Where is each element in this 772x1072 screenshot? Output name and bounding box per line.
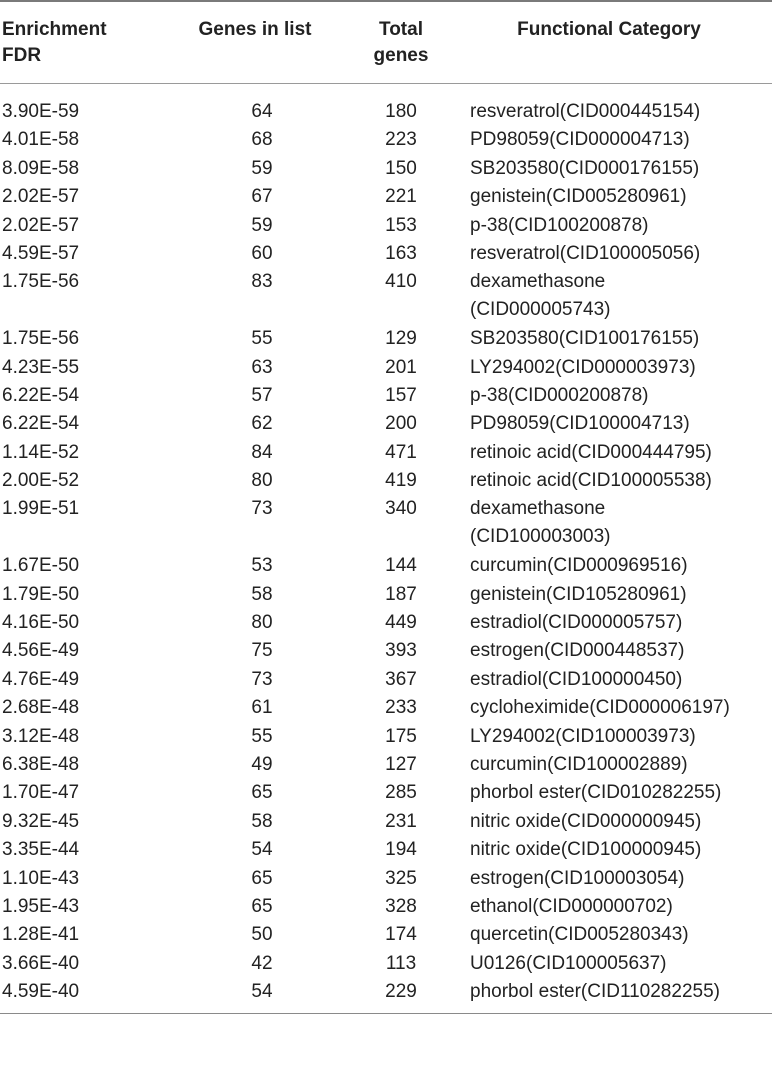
table-row — [0, 581, 772, 609]
category-text-line: resveratrol(CID100005056) — [470, 242, 701, 264]
cell-total-genes: 285 — [385, 782, 417, 804]
category-text-line: LY294002(CID000003973) — [470, 356, 696, 378]
category-text-line: estrogen(CID000448537) — [470, 640, 685, 662]
cell-total-genes: 194 — [385, 839, 417, 861]
cell-total-genes: 231 — [385, 810, 417, 832]
table-row — [0, 694, 772, 722]
cell-enrichment-fdr: 4.01E-58 — [2, 129, 80, 151]
category-text-line: genistein(CID105280961) — [470, 583, 687, 605]
cell-total-genes: 153 — [385, 214, 417, 236]
cell-functional-category — [466, 439, 772, 467]
cell-enrichment-fdr: 2.68E-48 — [2, 697, 80, 719]
cell-genes-in-list: 75 — [251, 640, 273, 662]
cell-enrichment-fdr: 3.35E-44 — [2, 839, 80, 861]
category-text-line: nitric oxide(CID000000945) — [470, 810, 702, 832]
category-text-line: (CID100003003) — [470, 526, 611, 548]
table-row — [0, 808, 772, 836]
category-text-line: LY294002(CID100003973) — [470, 725, 696, 747]
category-text-line: p-38(CID000200878) — [470, 384, 649, 406]
cell-total-genes: 419 — [385, 470, 417, 492]
cell-enrichment-fdr: 2.00E-52 — [2, 470, 80, 492]
cell-enrichment-fdr: 1.95E-43 — [2, 895, 80, 917]
header-genes-in-list: Genes in list — [198, 19, 312, 40]
cell-genes-in-list: 80 — [251, 470, 273, 492]
cell-functional-category — [466, 410, 772, 438]
table-row — [0, 921, 772, 949]
table-row — [0, 950, 772, 978]
cell-total-genes: 201 — [385, 356, 417, 378]
table-row — [0, 779, 772, 807]
cell-total-genes: 129 — [385, 328, 417, 350]
cell-genes-in-list: 65 — [251, 782, 273, 804]
table-row — [0, 893, 772, 921]
cell-functional-category — [466, 694, 772, 722]
cell-genes-in-list: 55 — [251, 725, 273, 747]
cell-total-genes: 229 — [385, 981, 417, 1003]
cell-functional-category — [466, 893, 772, 921]
cell-functional-category — [466, 808, 772, 836]
category-text-line: (CID000005743) — [470, 299, 611, 321]
cell-functional-category — [466, 467, 772, 495]
cell-functional-category — [466, 354, 772, 382]
cell-genes-in-list: 60 — [251, 242, 273, 264]
header-enrichment-fdr: Enrichment FDR — [2, 19, 107, 66]
cell-functional-category — [466, 865, 772, 893]
cell-total-genes: 157 — [385, 384, 417, 406]
category-text-line: PD98059(CID000004713) — [470, 129, 690, 151]
cell-genes-in-list: 68 — [251, 129, 273, 151]
table-header — [0, 1, 772, 84]
table-row — [0, 439, 772, 467]
category-text-line: curcumin(CID000969516) — [470, 555, 688, 577]
cell-genes-in-list: 54 — [251, 839, 273, 861]
cell-enrichment-fdr: 3.66E-40 — [2, 952, 80, 974]
cell-functional-category — [466, 325, 772, 353]
cell-total-genes: 449 — [385, 612, 417, 634]
category-text-line: phorbol ester(CID110282255) — [470, 981, 720, 1003]
cell-enrichment-fdr: 3.12E-48 — [2, 725, 80, 747]
cell-genes-in-list: 63 — [251, 356, 273, 378]
category-text-line: retinoic acid(CID000444795) — [470, 441, 712, 463]
cell-functional-category — [466, 382, 772, 410]
table-row — [0, 552, 772, 580]
cell-enrichment-fdr: 1.79E-50 — [2, 583, 80, 605]
cell-genes-in-list: 62 — [251, 413, 273, 435]
category-text-line: retinoic acid(CID100005538) — [470, 470, 712, 492]
table-row — [0, 126, 772, 154]
cell-enrichment-fdr: 4.76E-49 — [2, 668, 80, 690]
cell-enrichment-fdr: 4.56E-49 — [2, 640, 80, 662]
cell-total-genes: 471 — [385, 441, 417, 463]
table-row — [0, 495, 772, 552]
category-text-line: SB203580(CID000176155) — [470, 157, 700, 179]
cell-genes-in-list: 58 — [251, 583, 273, 605]
cell-functional-category — [466, 155, 772, 183]
cell-total-genes: 221 — [385, 186, 417, 208]
category-text-line: quercetin(CID005280343) — [470, 924, 689, 946]
cell-enrichment-fdr: 1.67E-50 — [2, 555, 80, 577]
header-row — [0, 1, 772, 84]
cell-enrichment-fdr: 6.38E-48 — [2, 754, 80, 776]
header-functional-category: Functional Category — [517, 19, 701, 40]
cell-enrichment-fdr: 1.75E-56 — [2, 328, 80, 350]
cell-total-genes: 328 — [385, 895, 417, 917]
cell-functional-category — [466, 240, 772, 268]
cell-functional-category — [466, 268, 772, 325]
cell-genes-in-list: 65 — [251, 895, 273, 917]
cell-functional-category — [466, 751, 772, 779]
cell-genes-in-list: 49 — [251, 754, 273, 776]
table-row — [0, 268, 772, 325]
cell-functional-category — [466, 212, 772, 240]
cell-total-genes: 127 — [385, 754, 417, 776]
cell-total-genes: 340 — [385, 498, 417, 520]
cell-enrichment-fdr: 1.14E-52 — [2, 441, 80, 463]
cell-enrichment-fdr: 1.28E-41 — [2, 924, 80, 946]
table-row — [0, 609, 772, 637]
cell-enrichment-fdr: 9.32E-45 — [2, 810, 80, 832]
cell-enrichment-fdr: 4.59E-57 — [2, 242, 80, 264]
table-row — [0, 723, 772, 751]
cell-functional-category — [466, 552, 772, 580]
cell-functional-category — [466, 495, 772, 552]
cell-functional-category — [466, 779, 772, 807]
cell-functional-category — [466, 581, 772, 609]
cell-enrichment-fdr: 2.02E-57 — [2, 214, 80, 236]
category-text-line: cycloheximide(CID000006197) — [470, 697, 730, 719]
category-text-line: ethanol(CID000000702) — [470, 895, 673, 917]
cell-total-genes: 113 — [385, 952, 417, 974]
table-row — [0, 978, 772, 1013]
category-text-line: dexamethasone — [470, 271, 606, 293]
category-text-line: U0126(CID100005637) — [470, 952, 667, 974]
cell-total-genes: 233 — [385, 697, 417, 719]
category-text-line: estradiol(CID000005757) — [470, 612, 683, 634]
table-row — [0, 155, 772, 183]
cell-genes-in-list: 53 — [251, 555, 273, 577]
table-row — [0, 410, 772, 438]
table-row — [0, 183, 772, 211]
cell-enrichment-fdr: 6.22E-54 — [2, 384, 80, 406]
cell-functional-category — [466, 666, 772, 694]
cell-genes-in-list: 73 — [251, 498, 273, 520]
cell-enrichment-fdr: 1.70E-47 — [2, 782, 80, 804]
category-text-line: dexamethasone — [470, 498, 606, 520]
cell-functional-category — [466, 978, 772, 1013]
table-row — [0, 382, 772, 410]
category-text-line: nitric oxide(CID100000945) — [470, 839, 702, 861]
cell-genes-in-list: 59 — [251, 157, 273, 179]
table-row — [0, 354, 772, 382]
table-row — [0, 84, 772, 127]
cell-total-genes: 325 — [385, 867, 417, 889]
category-text-line: estradiol(CID100000450) — [470, 668, 683, 690]
cell-total-genes: 367 — [385, 668, 417, 690]
cell-enrichment-fdr: 1.99E-51 — [2, 498, 80, 520]
table-row — [0, 751, 772, 779]
category-text-line: curcumin(CID100002889) — [470, 754, 688, 776]
cell-genes-in-list: 80 — [251, 612, 273, 634]
table-row — [0, 836, 772, 864]
cell-genes-in-list: 67 — [251, 186, 273, 208]
cell-enrichment-fdr: 4.59E-40 — [2, 981, 80, 1003]
category-text-line: estrogen(CID100003054) — [470, 867, 685, 889]
table-row — [0, 240, 772, 268]
cell-enrichment-fdr: 8.09E-58 — [2, 157, 80, 179]
cell-total-genes: 393 — [385, 640, 417, 662]
category-text-line: phorbol ester(CID010282255) — [470, 782, 722, 804]
cell-genes-in-list: 84 — [251, 441, 273, 463]
category-text-line: genistein(CID005280961) — [470, 186, 687, 208]
table-row — [0, 865, 772, 893]
category-text-line: p-38(CID100200878) — [470, 214, 649, 236]
table-row — [0, 467, 772, 495]
cell-genes-in-list: 83 — [251, 271, 273, 293]
cell-genes-in-list: 61 — [251, 697, 273, 719]
table-row — [0, 666, 772, 694]
cell-enrichment-fdr: 2.02E-57 — [2, 186, 80, 208]
cell-total-genes: 144 — [385, 555, 417, 577]
category-text-line: resveratrol(CID000445154) — [470, 101, 701, 122]
table-body — [0, 84, 772, 1014]
cell-enrichment-fdr: 1.75E-56 — [2, 271, 80, 293]
cell-functional-category — [466, 921, 772, 949]
cell-functional-category — [466, 609, 772, 637]
cell-total-genes: 175 — [385, 725, 417, 747]
cell-total-genes: 150 — [385, 157, 417, 179]
cell-functional-category — [466, 637, 772, 665]
cell-enrichment-fdr: 6.22E-54 — [2, 413, 80, 435]
cell-functional-category — [466, 723, 772, 751]
header-total-genes: Total genes — [373, 19, 429, 66]
cell-functional-category — [466, 126, 772, 154]
cell-total-genes: 410 — [385, 271, 417, 293]
table-row — [0, 325, 772, 353]
category-text-line: PD98059(CID100004713) — [470, 413, 690, 435]
cell-genes-in-list: 54 — [251, 981, 273, 1003]
cell-functional-category — [466, 183, 772, 211]
cell-functional-category — [466, 84, 772, 127]
cell-enrichment-fdr: 3.90E-59 — [2, 101, 80, 122]
cell-genes-in-list: 57 — [251, 384, 273, 406]
cell-total-genes: 174 — [385, 924, 417, 946]
cell-genes-in-list: 59 — [251, 214, 273, 236]
cell-genes-in-list: 50 — [251, 924, 273, 946]
cell-enrichment-fdr: 4.16E-50 — [2, 612, 80, 634]
cell-total-genes: 187 — [385, 583, 417, 605]
cell-genes-in-list: 42 — [251, 952, 273, 974]
cell-total-genes: 200 — [385, 413, 417, 435]
cell-genes-in-list: 64 — [251, 101, 273, 122]
cell-total-genes: 180 — [385, 101, 417, 122]
cell-genes-in-list: 65 — [251, 867, 273, 889]
cell-genes-in-list: 58 — [251, 810, 273, 832]
cell-enrichment-fdr: 4.23E-55 — [2, 356, 80, 378]
cell-genes-in-list: 73 — [251, 668, 273, 690]
table-row — [0, 212, 772, 240]
cell-genes-in-list: 55 — [251, 328, 273, 350]
cell-enrichment-fdr: 1.10E-43 — [2, 867, 80, 889]
table-row — [0, 637, 772, 665]
cell-functional-category — [466, 950, 772, 978]
cell-total-genes: 223 — [385, 129, 417, 151]
cell-functional-category — [466, 836, 772, 864]
category-text-line: SB203580(CID100176155) — [470, 328, 700, 350]
cell-total-genes: 163 — [385, 242, 417, 264]
